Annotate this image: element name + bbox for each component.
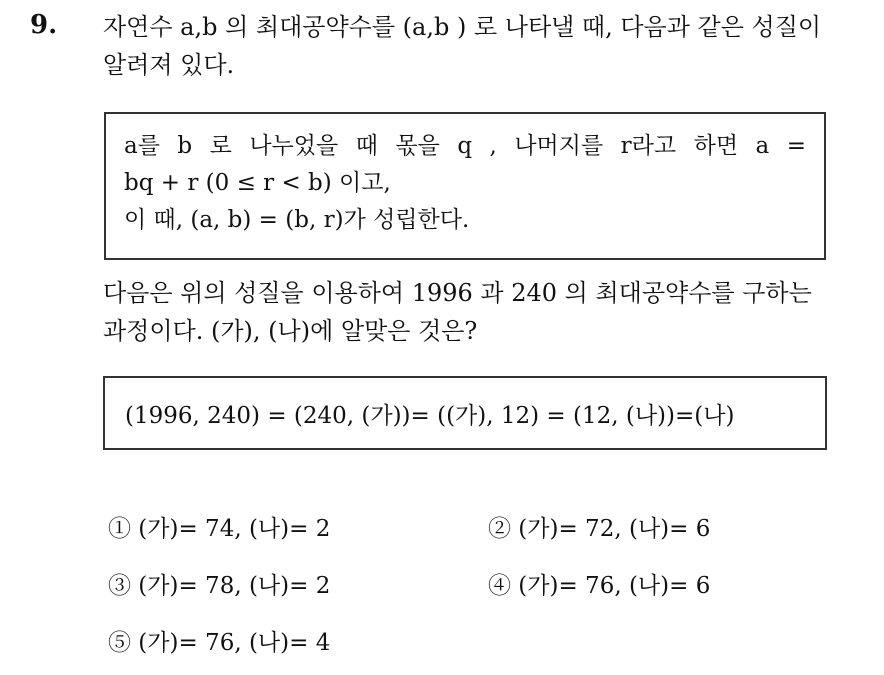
question-number: 9. — [30, 10, 58, 40]
property-line-1: a를 b 로 나누었을 때 몫을 q , 나머지를 r라고 하면 a = — [124, 133, 806, 159]
answer-choice-5[interactable]: ⑤ (가)= 76, (나)= 4 — [108, 630, 331, 656]
property-line-2: bq + r (0 ≤ r < b) 이고, — [124, 170, 391, 196]
answer-choice-1[interactable]: ① (가)= 74, (나)= 2 — [108, 516, 331, 542]
answer-choice-2[interactable]: ② (가)= 72, (나)= 6 — [488, 516, 711, 542]
answer-choice-4[interactable]: ④ (가)= 76, (나)= 6 — [488, 573, 711, 599]
answer-choice-3[interactable]: ③ (가)= 78, (나)= 2 — [108, 573, 331, 599]
question-stem: 자연수 a,b 의 최대공약수를 (a,b ) 로 나타낼 때, 다음과 같은 성질이 알려져 있다. — [103, 13, 822, 79]
question-instruction: 다음은 위의 성질을 이용하여 1996 과 240 의 최대공약수를 구하는 과정이다. (가), (나)에 알맞은 것은? — [103, 279, 812, 345]
process-equation: (1996, 240) = (240, (가))= ((가), 12) = (12, (나))=(나) — [125, 402, 735, 429]
process-box — [103, 376, 827, 450]
property-box — [104, 112, 826, 260]
property-line-3: 이 때, (a, b) = (b, r)가 성립한다. — [124, 207, 470, 233]
answer-choices — [108, 504, 808, 675]
